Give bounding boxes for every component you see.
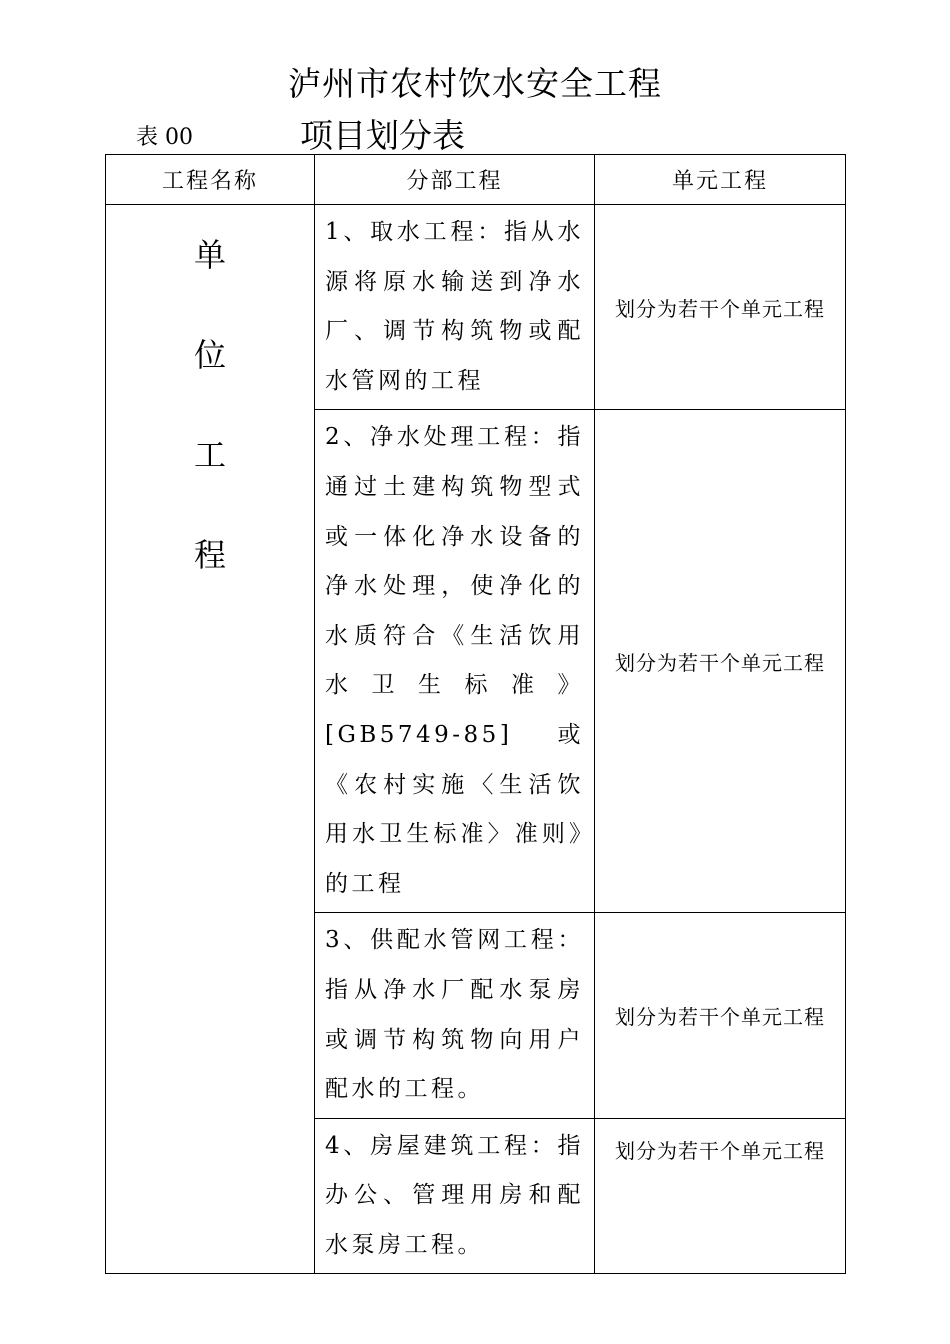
project-division-table	[105, 154, 846, 1274]
table-number: 表 00	[136, 125, 193, 150]
table-header-row	[106, 155, 846, 205]
division-cell: 1、取水工程：指从水源将原水输送到净水厂、调节构筑物或配水管网的工程	[315, 205, 595, 410]
division-cell: 3、供配水管网工程：指从净水厂配水泵房或调节构筑物向用户配水的工程。	[315, 913, 595, 1118]
element-cell: 划分为若干个单元工程	[595, 913, 846, 1118]
unit-project-char: 程	[193, 536, 226, 574]
unit-project-cell	[106, 205, 315, 1274]
table-subtitle: 项目划分表	[300, 116, 465, 155]
element-cell: 划分为若干个单元工程	[595, 1118, 846, 1274]
column-header-division: 分部工程	[315, 155, 595, 205]
document-title: 泸州市农村饮水安全工程	[288, 64, 662, 103]
unit-project-char: 位	[193, 336, 226, 374]
table-row	[106, 205, 846, 410]
division-cell: 4、房屋建筑工程：指办公、管理用房和配水泵房工程。	[315, 1118, 595, 1274]
column-header-element: 单元工程	[595, 155, 846, 205]
division-cell: 2、净水处理工程：指通过土建构筑物型式或一体化净水设备的净水处理，使净化的水质符合《生活饮用水卫生标准》[GB5749-85]或《农村实施〈生活饮用水卫生标准〉准则》的工程	[315, 410, 595, 913]
element-cell: 划分为若干个单元工程	[595, 205, 846, 410]
column-header-project-name: 工程名称	[106, 155, 315, 205]
unit-project-char: 单	[193, 236, 226, 274]
unit-project-char: 工	[193, 436, 226, 474]
element-cell: 划分为若干个单元工程	[595, 410, 846, 913]
